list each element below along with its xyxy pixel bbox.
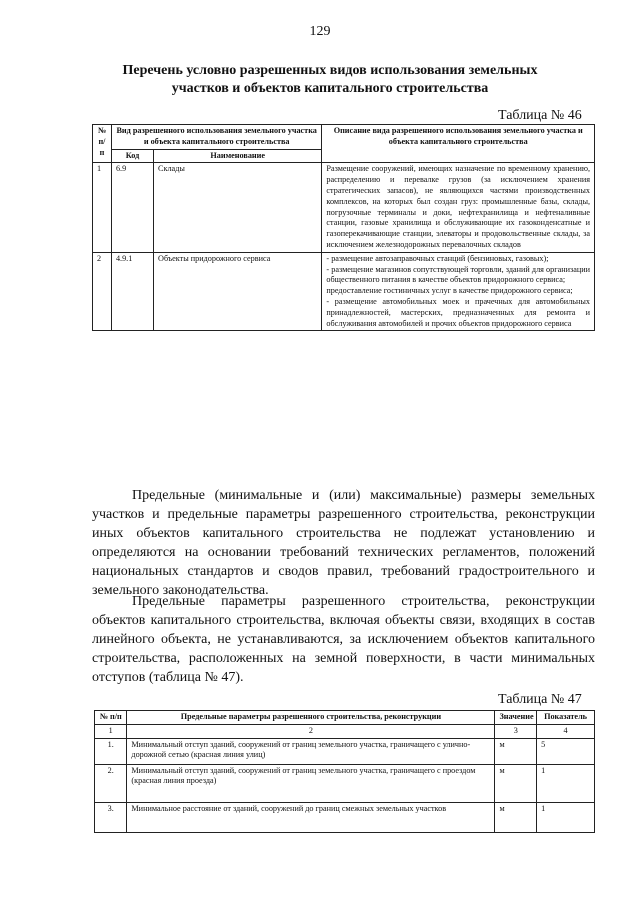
column-number-row	[95, 724, 595, 738]
description-item: предоставление гостиничных услуг в качестве придорожного сервиса;	[326, 286, 573, 296]
title-line-1: Перечень условно разрешенных видов использования земельных	[122, 63, 538, 78]
header-num: № п/п	[93, 125, 112, 163]
table-row	[95, 738, 595, 764]
row-value: 1	[537, 802, 595, 832]
table-46-caption: Таблица № 46	[498, 108, 582, 123]
row-name: Объекты придорожного сервиса	[154, 252, 322, 331]
header-code: Код	[111, 149, 153, 163]
page-number: 129	[309, 24, 331, 39]
description-item: - размещение автомобильных моек и прачечных для автомобильных принадлежностей, мастерских, предназначенных для ремонта и обслуживания автомобилей и прочих объектов придорожного сервиса	[326, 296, 590, 328]
document-title	[90, 62, 570, 98]
table-row	[93, 163, 595, 252]
description-item: - размещение магазинов сопутствующей торговли, зданий для организации общественного питания в качестве объектов придорожного сервиса;	[326, 264, 590, 285]
header-value: Показатель	[537, 711, 595, 725]
description-item: - размещение автозаправочных станций (бензиновых, газовых);	[326, 253, 549, 263]
table-47-caption: Таблица № 47	[498, 692, 582, 707]
header-parameter: Предельные параметры разрешенного строительства, реконструкции	[127, 711, 495, 725]
column-number: 4	[537, 724, 595, 738]
paragraph-2: Предельные параметры разрешенного строительства, реконструкции объектов капитального строительства, включая объекты связи, входящих в состав линейного объекта, не устанавливаются, за исключением объектов капитального строительства, расположенных на земной поверхности, в части минимальных отступов (таблица № 47).	[92, 594, 595, 685]
table-47	[94, 710, 595, 833]
row-unit: м	[495, 764, 537, 802]
row-unit: м	[495, 802, 537, 832]
title-line-2: участков и объектов капитального строительства	[171, 81, 489, 96]
row-value: 5	[537, 738, 595, 764]
column-number: 3	[495, 724, 537, 738]
row-num: 3.	[95, 802, 127, 832]
header-permitted-use: Вид разрешенного использования земельного участка и объекта капитального строительства	[111, 125, 321, 150]
paragraph-1: Предельные (минимальные и (или) максимальные) размеры земельных участков и предельные параметры разрешенного строительства, реконструкции иных объектов капитального строительства не подлежат установлению и определяются на основании требований технических регламентов, положений национальных стандартов и сводов правил, требований градостроительного и земельного законодательства.	[92, 488, 595, 598]
row-num: 1	[93, 163, 112, 252]
row-unit: м	[495, 738, 537, 764]
column-number: 1	[95, 724, 127, 738]
header-description: Описание вида разрешенного использования земельного участка и объекта капитального строительства	[322, 125, 595, 163]
row-description	[322, 252, 595, 331]
header-num: № п/п	[95, 711, 127, 725]
row-parameter: Минимальное расстояние от зданий, сооружений до границ смежных земельных участков	[127, 802, 495, 832]
row-num: 2.	[95, 764, 127, 802]
row-code: 6.9	[111, 163, 153, 252]
table-row	[93, 252, 595, 331]
table-row	[95, 764, 595, 802]
table-46	[92, 124, 595, 331]
column-number: 2	[127, 724, 495, 738]
table-row	[95, 802, 595, 832]
row-description: Размещение сооружений, имеющих назначение по временному хранению, распределению и перевалке грузов (за исключением хранения стратегических запасов), не являющихся частями производственных комплексов, на которых был создан груз: промышленные базы, склады, погрузочные терминалы и доки, нефтехранилища и нефтеналивные станции, газовые хранилища и обслуживающие их газоконденсатные и газоперекачивающие станции, элеваторы и продовольственные склады, за исключением железнодорожных перевалочных складов	[322, 163, 595, 252]
row-name: Склады	[154, 163, 322, 252]
row-parameter: Минимальный отступ зданий, сооружений от границ земельного участка, граничащего с проездом (красная линия проезда)	[127, 764, 495, 802]
row-parameter: Минимальный отступ зданий, сооружений от границ земельного участка, граничащего с улично-дорожной сетью (красная линия улиц)	[127, 738, 495, 764]
header-unit: Значение	[495, 711, 537, 725]
row-code: 4.9.1	[111, 252, 153, 331]
row-num: 2	[93, 252, 112, 331]
row-value: 1	[537, 764, 595, 802]
header-name: Наименование	[154, 149, 322, 163]
row-num: 1.	[95, 738, 127, 764]
